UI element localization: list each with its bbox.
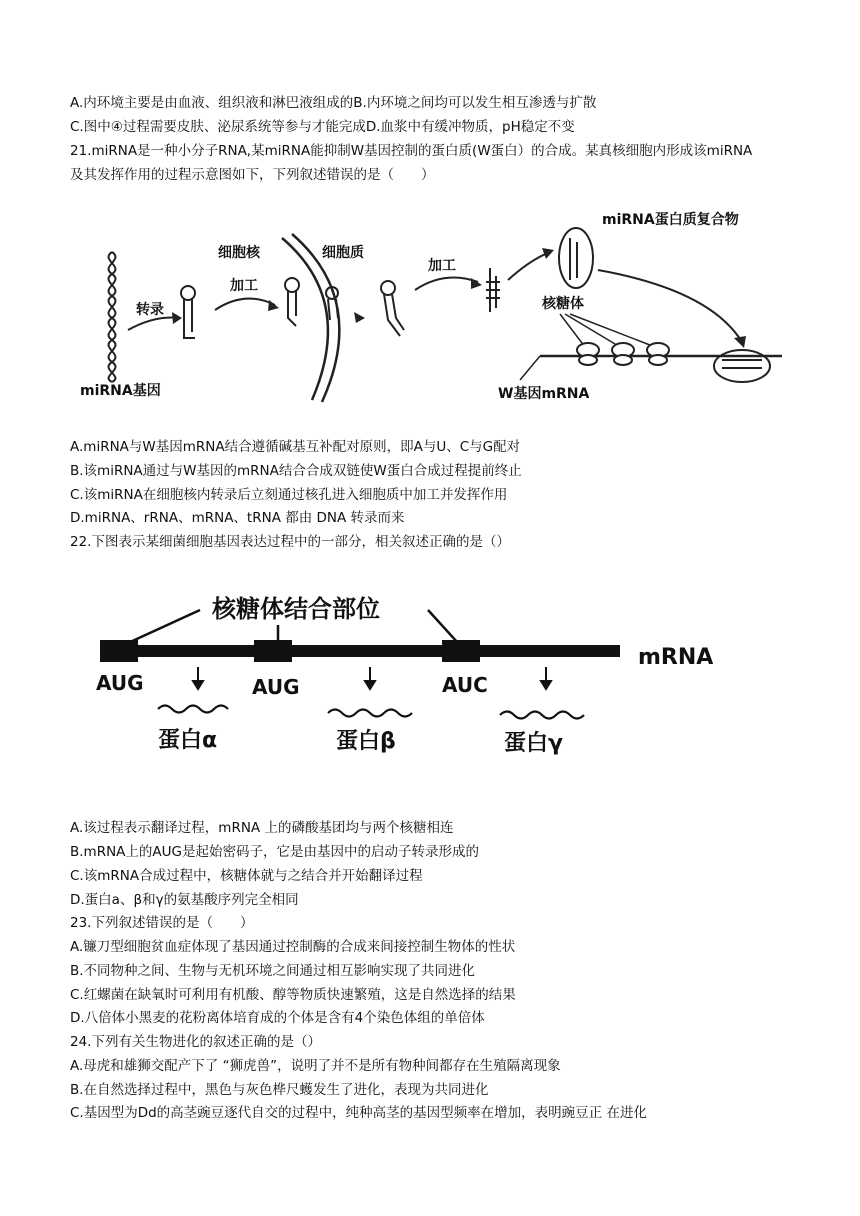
q24-option-b: B.在自然选择过程中，黑色与灰色桦尺蠖发生了进化，表现为共同进化 [70, 1082, 489, 1098]
q23-option-d: D.八倍体小黑麦的花粉离体培育成的个体是含有4个染色体组的单倍体 [70, 1010, 485, 1026]
cytoplasm-label: 细胞质 [322, 245, 364, 261]
dna-helix [109, 252, 116, 382]
protein-beta: 蛋白β [336, 729, 396, 754]
q21-stem-line1: 21.miRNA是一种小分子RNA,某miRNA能抑制W基因控制的蛋白质(W蛋白）的合成。某真核细胞内形成该miRNA [70, 143, 753, 159]
binding-site-3 [442, 640, 480, 662]
q21-option-a: A.miRNA与W基因mRNA结合遵循碱基互补配对原则，即A与U、C与G配对 [70, 439, 521, 455]
q20-line-cd [70, 117, 575, 137]
translation-arrows [193, 667, 551, 689]
w-mrna-label: W基因mRNA [498, 386, 590, 402]
export-arrowhead [354, 312, 365, 323]
ribosome-pointers [560, 314, 655, 347]
ribosome-label: 核糖体 [542, 296, 584, 312]
complex-label: miRNA蛋白质复合物 [602, 212, 739, 228]
binding-arrow [598, 270, 742, 342]
q22-option-b: B.mRNA上的AUG是起始密码子，它是由基因中的启动子转录形成的 [70, 844, 479, 860]
q23-option-a: A.镰刀型细胞贫血症体现了基因通过控制酶的合成来间接控制生物体的性状 [70, 939, 516, 955]
mrna-strand [100, 645, 620, 657]
binding-site-2 [254, 640, 292, 662]
hairpin-rna-2 [285, 278, 299, 326]
q22-stem: 22.下图表示某细菌细胞基因表达过程中的一部分，相关叙述正确的是（） [70, 534, 510, 550]
q20-line-ab [70, 93, 596, 113]
mrna-diagram [90, 585, 730, 775]
ribosome-site-label: 核糖体结合部位 [212, 595, 380, 623]
mature-mirna [486, 268, 500, 312]
complex-arrowhead [542, 248, 554, 259]
process-arrow-1 [215, 299, 275, 310]
process-arrow-2 [415, 278, 478, 291]
q22-option-c: C.该mRNA合成过程中，核糖体就与之结合并开始翻译过程 [70, 868, 423, 884]
q23-option-c: C.红螺菌在缺氧时可利用有机酸、醇等物质快速繁殖，这是自然选择的结果 [70, 987, 516, 1003]
codon-1: AUG [96, 671, 144, 695]
q22-option-d: D.蛋白a、β和γ的氨基酸序列完全相同 [70, 892, 299, 908]
codon-2: AUG [252, 675, 300, 699]
q22-option-a: A.该过程表示翻译过程，mRNA 上的磷酸基团均与两个核糖相连 [70, 820, 454, 836]
mrna-label: mRNA [638, 645, 714, 670]
q23-stem: 23.下列叙述错误的是（ ） [70, 915, 254, 931]
codon-3: AUC [442, 673, 488, 697]
process-arrowhead-1 [268, 300, 279, 311]
q24-stem: 24.下列有关生物进化的叙述正确的是（） [70, 1034, 321, 1050]
process-arrowhead-2 [471, 278, 482, 289]
binding-arrowhead [734, 336, 746, 348]
process-label-2: 加工 [428, 258, 456, 274]
transcription-arrow [128, 318, 180, 331]
protein-alpha: 蛋白α [158, 728, 218, 753]
q21-option-c: C.该miRNA在细胞核内转录后立刻通过核孔进入细胞质中加工并发挥作用 [70, 487, 508, 503]
binding-site-1 [100, 640, 138, 662]
q20-option-c: C.图中④过程需要皮肤、泌尿系统等参与才能完成 [70, 119, 366, 135]
gene-label: miRNA基因 [80, 383, 161, 399]
q21-option-b: B.该miRNA通过与W基因的mRNA结合合成双链使W蛋白合成过程提前终止 [70, 463, 522, 479]
q21-option-d: D.miRNA、rRNA、mRNA、tRNA 都由 DNA 转录而来 [70, 510, 405, 526]
q24-option-a: A.母虎和雄狮交配产下了 “狮虎兽”，说明了并不是所有物种间都存在生殖隔离现象 [70, 1058, 561, 1074]
w-mrna-pointer [520, 356, 540, 380]
complex-inner-rna [570, 238, 577, 280]
q21-stem-line2: 及其发挥作用的过程示意图如下，下列叙述错误的是（ ） [70, 167, 435, 183]
hairpin-rna-3 [381, 281, 404, 336]
q20-option-a: A.内环境主要是由血液、组织液和淋巴液组成的 [70, 95, 354, 111]
q23-option-b: B.不同物种之间、生物与无机环境之间通过相互影响实现了共同进化 [70, 963, 476, 979]
hairpin-rna-1 [181, 286, 195, 338]
process-label-1: 加工 [230, 278, 258, 294]
mirna-diagram [70, 190, 790, 420]
nucleus-label: 细胞核 [218, 245, 260, 261]
polypeptide-chains [158, 706, 584, 719]
q20-option-d: D.血浆中有缓冲物质，pH稳定不变 [365, 119, 575, 135]
complex-arrow [508, 252, 550, 280]
transcription-arrowhead [172, 312, 182, 324]
transcription-label: 转录 [136, 302, 164, 318]
q24-option-c: C.基因型为Dd的高茎豌豆逐代自交的过程中，纯种高茎的基因型频率在增加，表明豌豆正 在进化 [70, 1105, 647, 1121]
q20-option-b: B.内环境之间均可以发生相互渗透与扩散 [353, 95, 597, 111]
bound-complex-rna [722, 360, 762, 368]
ribosomes-on-mrna [577, 343, 669, 365]
protein-gamma: 蛋白γ [504, 731, 563, 756]
